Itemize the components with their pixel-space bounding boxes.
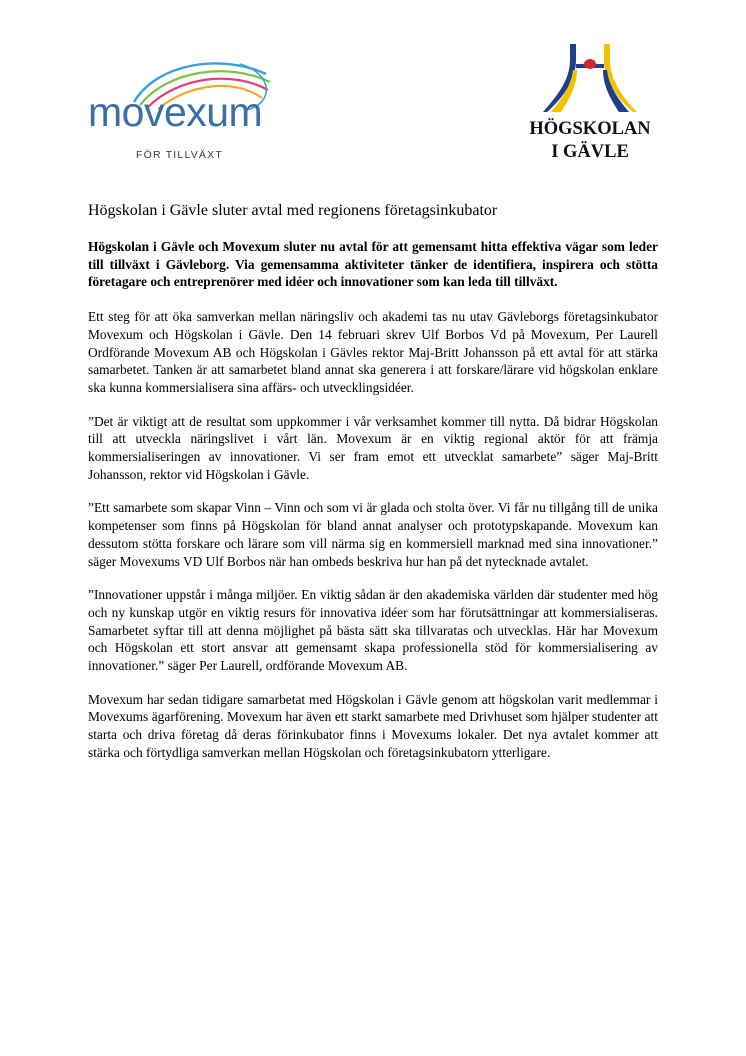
body-paragraph-closing: Movexum har sedan tidigare samarbetat med Högskolan i Gävle genom att högskolan varit medlemmar i Movexums ägarförening. Movexum har även ett starkt samarbete med Drivhuset som hjälper studenter att starta och driva företag då deras förinkubator finns i Movexums lokaler. Det nya avtalet kommer att stärka och förtydliga samverkan mellan Högskolan och företagsinkubatorn ytterligare. xyxy=(88,691,658,760)
hogskolan-emblem-icon xyxy=(543,40,637,116)
movexum-wordmark: movexum xyxy=(88,89,263,135)
document-title: Högskolan i Gävle sluter avtal med regionens företagsinkubator xyxy=(88,202,498,219)
quote-paragraph-ordforande: ”Innovationer uppstår i många miljöer. En viktig sådan är den akademiska världen där studenter med hög och ny kunskap utgör en viktig resurs för innovativa idéer som har förutsättningar att kommersialiseras. Samarbetet syftar till att denna möjlighet på bästa sätt ska tillvaratas och utvecklas. Här har Movexum och Högskolan ett stort ansvar att gemensamt skapa professionella stöd för kommersialisering av innovationer.” säger Per Laurell, ordförande Movexum AB. xyxy=(88,587,658,674)
hogskolan-name-line1: HÖGSKOLAN xyxy=(529,119,651,139)
document-body xyxy=(88,238,658,778)
quote-paragraph-rektor: ”Det är viktigt att de resultat som uppkommer i vår verksamhet kommer till nytta. Då bidrar Högskolan till att utveckla näringslivet i vårt län. Movexum är en viktig regional aktör för att främja kommersialiseringen av innovationer. Vi ser fram emot ett utvecklat samarbete” säger Maj-Britt Johansson, rektor vid Högskolan i Gävle. xyxy=(88,413,658,482)
lead-paragraph: Högskolan i Gävle och Movexum sluter nu avtal för att gemensamt hitta effektiva vägar som leder till tillväxt i Gävleborg. Via gemensamma aktiviteter tänker de identifiera, inspirera och stötta företagare och entreprenörer med idéer och innovationer som kan leda till tillväxt. xyxy=(88,239,658,290)
quote-paragraph-vd: ”Ett samarbete som skapar Vinn – Vinn och som vi är glada och stolta över. Vi får nu tillgång till de unika kompetenser som finns på Högskolan för bland annat analyser och prototypskapande. Movexum kan dessutom stötta forskare och lärare som vill närma sig en kommersiell marknad med sina innovationer.” säger Movexums VD Ulf Borbos när han ombeds beskriva hur han på det nytecknade avtalet. xyxy=(88,500,658,569)
body-paragraph: Ett steg för att öka samverkan mellan näringsliv och akademi tas nu utav Gävleborgs företagsinkubator Movexum och Högskolan i Gävle. Den 14 februari skrev Ulf Borbos Vd på Movexum, Per Laurell Ordförande Movexum AB och Högskolan i Gävles rektor Maj-Britt Johansson på ett avtal för att stärka samarbetet. Tanken är att samarbetet bland annat ska generera i att forskare/lärare vid högskolan enklare ska kunna kommersialisera sina affärs- och utvecklingsidéer. xyxy=(88,309,658,395)
hogskolan-name-line2: I GÄVLE xyxy=(551,142,629,162)
movexum-logo xyxy=(88,52,288,164)
hogskolan-logo xyxy=(515,40,665,170)
movexum-tagline: FÖR TILLVÄXT xyxy=(136,149,223,161)
